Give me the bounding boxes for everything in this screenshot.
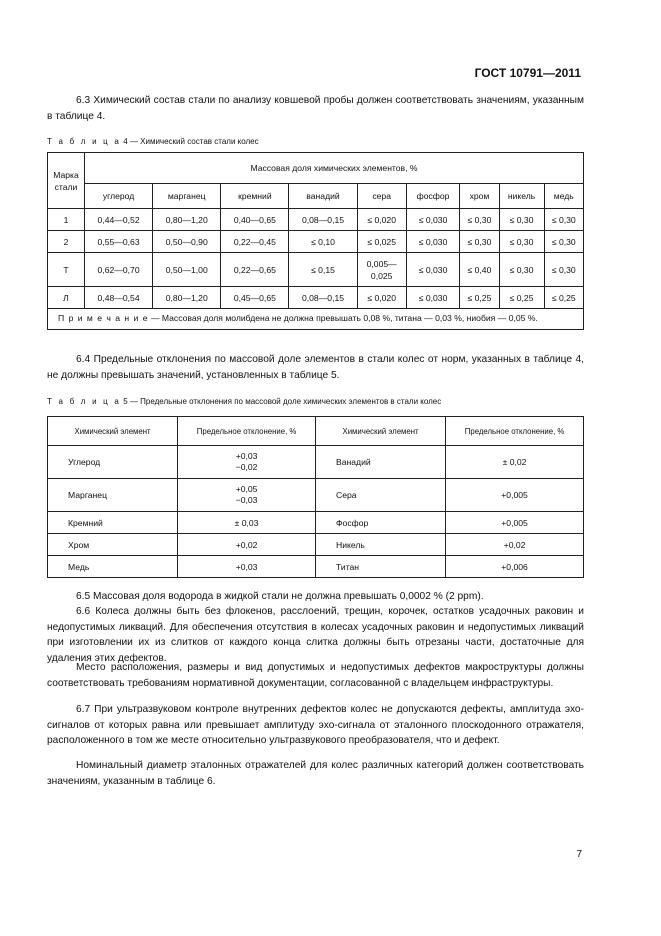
table-row — [48, 446, 584, 479]
value-cell: 0,08—0,15 — [289, 209, 357, 231]
value-cell: 0,005— 0,025 — [357, 253, 406, 287]
element-cell: Медь — [48, 556, 178, 578]
col-header-3: ванадий — [289, 184, 357, 209]
deviation-cell: +0,03 — [178, 556, 316, 578]
header-cell-0: Химический элемент — [48, 417, 178, 446]
element-cell: Ванадий — [316, 446, 446, 479]
table4-caption: Т а б л и ц а 4 — Химический состав стали колес — [47, 137, 259, 146]
value-cell: ≤ 0,10 — [289, 231, 357, 253]
table-deviations — [47, 416, 584, 578]
element-cell: Сера — [316, 479, 446, 512]
value-cell: 0,48—0,54 — [85, 287, 153, 309]
value-cell: ≤ 0,30 — [499, 209, 544, 231]
value-cell: ≤ 0,030 — [406, 231, 459, 253]
grade-cell: 1 — [48, 209, 85, 231]
deviation-cell: +0,005 — [446, 512, 584, 534]
value-cell: ≤ 0,40 — [460, 253, 499, 287]
paragraph-6-6: 6.6 Колеса должны быть без флокенов, расслоений, трещин, корочек, остатков усадочных раковин и недопустимых ликваций. Для обеспечения отсутствия в колесах усадочных раковин и недопустимых ликваций при изготовлении их из слитков от каждого конца слитка должны быть отрезаны части, достаточные для удаления этих дефектов. — [47, 606, 584, 664]
value-cell: 0,80—1,20 — [153, 209, 221, 231]
value-cell: ≤ 0,025 — [357, 231, 406, 253]
col-header-0: углерод — [85, 184, 153, 209]
element-cell: Кремний — [48, 512, 178, 534]
grade-cell: 2 — [48, 231, 85, 253]
grade-cell: Л — [48, 287, 85, 309]
paragraph-6-4: 6.4 Предельные отклонения по массовой доле элементов в стали колес от норм, указанных в таблице 4, не должны превышать значений, установленных в таблице 5. — [47, 354, 584, 381]
paragraph-6-7-cont: Номинальный диаметр эталонных отражателей для колес различных категорий должен соответствовать значениям, указанным в таблице 6. — [47, 760, 584, 787]
value-cell: ≤ 0,30 — [544, 253, 583, 287]
value-cell: ≤ 0,25 — [460, 287, 499, 309]
table-row — [48, 231, 584, 253]
element-cell: Фосфор — [316, 512, 446, 534]
value-cell: 0,62—0,70 — [85, 253, 153, 287]
deviation-cell: +0,05 −0,03 — [178, 479, 316, 512]
table-row — [48, 479, 584, 512]
value-cell: 0,08—0,15 — [289, 287, 357, 309]
deviation-cell: +0,03 −0,02 — [178, 446, 316, 479]
value-cell: ≤ 0,020 — [357, 287, 406, 309]
value-cell: ≤ 0,030 — [406, 209, 459, 231]
header-cell-2: Химический элемент — [316, 417, 446, 446]
table-chemical-composition — [47, 152, 584, 330]
value-cell: 0,55—0,63 — [85, 231, 153, 253]
col-grade-header: Марка стали — [48, 153, 85, 209]
element-cell: Хром — [48, 534, 178, 556]
table-row — [48, 556, 584, 578]
value-cell: ≤ 0,30 — [544, 231, 583, 253]
col-header-6: хром — [460, 184, 499, 209]
value-cell: ≤ 0,030 — [406, 287, 459, 309]
col-header-4: сера — [357, 184, 406, 209]
value-cell: 0,40—0,65 — [221, 209, 289, 231]
value-cell: ≤ 0,25 — [499, 287, 544, 309]
col-header-1: марганец — [153, 184, 221, 209]
element-cell: Марганец — [48, 479, 178, 512]
value-cell: ≤ 0,020 — [357, 209, 406, 231]
col-header-2: кремний — [221, 184, 289, 209]
value-cell: ≤ 0,30 — [460, 209, 499, 231]
deviation-cell: +0,02 — [446, 534, 584, 556]
value-cell: 0,22—0,45 — [221, 231, 289, 253]
paragraph-6-7: 6.7 При ультразвуковом контроле внутренних дефектов колес не допускаются дефекты, амплитуда эхо-сигналов от которых равна или превышает амплитуду эхо-сигнала от эталонного плоскодонного отражателя, расположенного в том же месте относительно ультразвукового преобразователя, что и дефект. — [47, 704, 584, 746]
value-cell: 0,80—1,20 — [153, 287, 221, 309]
header-cell-1: Предельное отклонение, % — [178, 417, 316, 446]
table-row — [48, 253, 584, 287]
deviation-cell: +0,006 — [446, 556, 584, 578]
table-row — [48, 512, 584, 534]
grade-cell: Т — [48, 253, 85, 287]
deviation-cell: +0,02 — [178, 534, 316, 556]
group-header: Массовая доля химических элементов, % — [85, 153, 584, 184]
table4-note: П р и м е ч а н и е — Массовая доля молибдена не должна превышать 0,08 %, титана — 0,03 %, ниобия — 0,05 %. — [48, 309, 584, 330]
paragraph-6-5: 6.5 Массовая доля водорода в жидкой стали не должна превышать 0,0002 % (2 ppm). — [76, 591, 484, 602]
value-cell: 0,50—0,90 — [153, 231, 221, 253]
deviation-cell: +0,005 — [446, 479, 584, 512]
deviation-cell: ± 0,03 — [178, 512, 316, 534]
deviation-cell: ± 0,02 — [446, 446, 584, 479]
element-cell: Никель — [316, 534, 446, 556]
value-cell: ≤ 0,030 — [406, 253, 459, 287]
col-header-5: фосфор — [406, 184, 459, 209]
value-cell: 0,45—0,65 — [221, 287, 289, 309]
value-cell: 0,50—1,00 — [153, 253, 221, 287]
element-cell: Титан — [316, 556, 446, 578]
table-row — [48, 209, 584, 231]
paragraph-6-3: 6.3 Химический состав стали по анализу ковшевой пробы должен соответствовать значениям, указанным в таблице 4. — [47, 95, 584, 122]
table5-caption: Т а б л и ц а 5 — Предельные отклонения по массовой доле химических элементов в стали колес — [47, 397, 442, 406]
document-header: ГОСТ 10791—2011 — [474, 66, 581, 80]
col-header-7: никель — [499, 184, 544, 209]
value-cell: ≤ 0,30 — [499, 231, 544, 253]
value-cell: 0,22—0,65 — [221, 253, 289, 287]
value-cell: ≤ 0,30 — [460, 231, 499, 253]
value-cell: ≤ 0,25 — [544, 287, 583, 309]
table-row — [48, 287, 584, 309]
value-cell: ≤ 0,30 — [544, 209, 583, 231]
value-cell: ≤ 0,30 — [499, 253, 544, 287]
header-cell-3: Предельное отклонение, % — [446, 417, 584, 446]
paragraph-6-6-cont: Место расположения, размеры и вид допустимых и недопустимых дефектов макроструктуры должны соответствовать требованиям нормативной документации, согласованной с владельцем инфраструктуры. — [47, 662, 584, 689]
value-cell: ≤ 0,15 — [289, 253, 357, 287]
col-header-8: медь — [544, 184, 583, 209]
element-cell: Углерод — [48, 446, 178, 479]
value-cell: 0,44—0,52 — [85, 209, 153, 231]
table-row — [48, 534, 584, 556]
page-number: 7 — [576, 849, 582, 860]
